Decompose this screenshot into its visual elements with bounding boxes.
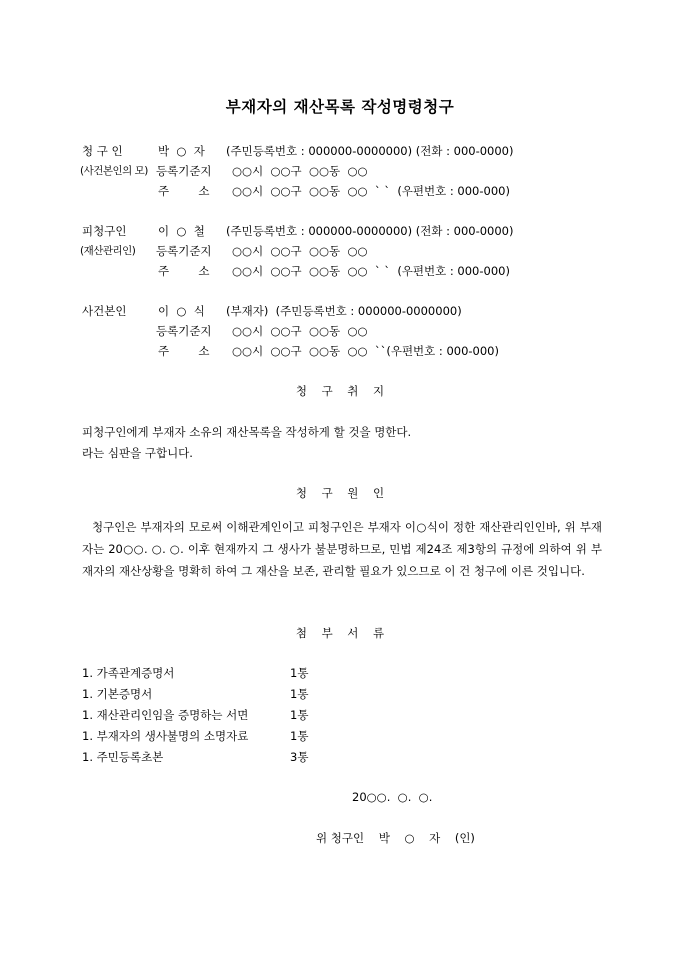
subject-reg-value: ○○시 ○○구 ○○동 ○○ bbox=[232, 324, 368, 338]
purpose-heading: 청 구 취 지 bbox=[295, 384, 385, 398]
attachment-name: 1. 재산관리인임을 증명하는 서면 bbox=[82, 708, 249, 722]
subject-id: (부재자) (주민등록번호 : 000000-0000000) bbox=[226, 304, 462, 318]
petitioner-id-phone: (주민등록번호 : 000000-0000000) (전화 : 000-0000) bbox=[226, 144, 514, 158]
attachment-count: 1통 bbox=[290, 729, 309, 743]
respondent-note: (재산관리인) bbox=[80, 245, 136, 257]
petitioner-note: (사건본인의 모) bbox=[80, 165, 148, 177]
attachment-count: 1통 bbox=[290, 666, 309, 680]
petitioner-name: 박 ○ 자 bbox=[158, 144, 205, 158]
subject-name: 이 ○ 식 bbox=[158, 304, 205, 318]
respondent-addr-value: ○○시 ○○구 ○○동 ○○ ` ` (우편번호 : 000-000) bbox=[232, 264, 510, 278]
subject-addr-label: 주 소 bbox=[158, 344, 210, 358]
petitioner-addr-label: 주 소 bbox=[158, 184, 210, 198]
document-date: 20○○. ○. ○. bbox=[352, 790, 433, 804]
petitioner-reg-label: 등록기준지 bbox=[156, 164, 212, 178]
petitioner-addr-value: ○○시 ○○구 ○○동 ○○ ` ` (우편번호 : 000-000) bbox=[232, 184, 510, 198]
purpose-line-2: 라는 심판을 구합니다. bbox=[82, 446, 193, 460]
respondent-id-phone: (주민등록번호 : 000000-0000000) (전화 : 000-0000) bbox=[226, 224, 514, 238]
respondent-reg-label: 등록기준지 bbox=[156, 244, 212, 258]
petitioner-reg-value: ○○시 ○○구 ○○동 ○○ bbox=[232, 164, 368, 178]
respondent-addr-label: 주 소 bbox=[158, 264, 210, 278]
subject-label: 사건본인 bbox=[82, 304, 127, 318]
signature-line: 위 청구인 박 ○ 자 (인) bbox=[316, 831, 475, 845]
respondent-label: 피청구인 bbox=[82, 224, 127, 238]
document-title: 부재자의 재산목록 작성명령청구 bbox=[225, 98, 455, 116]
attachment-name: 1. 기본증명서 bbox=[82, 687, 153, 701]
subject-addr-value: ○○시 ○○구 ○○동 ○○ ``(우편번호 : 000-000) bbox=[232, 344, 499, 358]
purpose-line-1: 피청구인에게 부재자 소유의 재산목록을 작성하게 할 것을 명한다. bbox=[82, 425, 412, 439]
attachment-name: 1. 부재자의 생사불명의 소명자료 bbox=[82, 729, 249, 743]
subject-reg-label: 등록기준지 bbox=[156, 324, 212, 338]
attachment-count: 3통 bbox=[290, 750, 309, 764]
attachments-heading: 첨 부 서 류 bbox=[295, 626, 385, 640]
respondent-name: 이 ○ 철 bbox=[158, 224, 205, 238]
cause-heading: 청 구 원 인 bbox=[295, 486, 385, 500]
attachment-name: 1. 가족관계증명서 bbox=[82, 666, 175, 680]
attachment-count: 1통 bbox=[290, 708, 309, 722]
attachment-name: 1. 주민등록초본 bbox=[82, 750, 164, 764]
petitioner-label: 청 구 인 bbox=[82, 144, 123, 158]
attachment-count: 1통 bbox=[290, 687, 309, 701]
cause-paragraph: 청구인은 부재자의 모로써 이해관계인이고 피청구인은 부재자 이○식이 정한 재산관리인인바, 위 부재자는 20○○. ○. ○. 이후 현재까지 그 생사가 불분명하므로, 민법 제24조 제3항의 규정에 의하여 위 부재자의 재산상황을 명확히 하여 그 재산을 보존, 관리할 필요가 있으므로 이 건 청구에 이른 것입니다. bbox=[82, 520, 602, 578]
respondent-reg-value: ○○시 ○○구 ○○동 ○○ bbox=[232, 244, 368, 258]
